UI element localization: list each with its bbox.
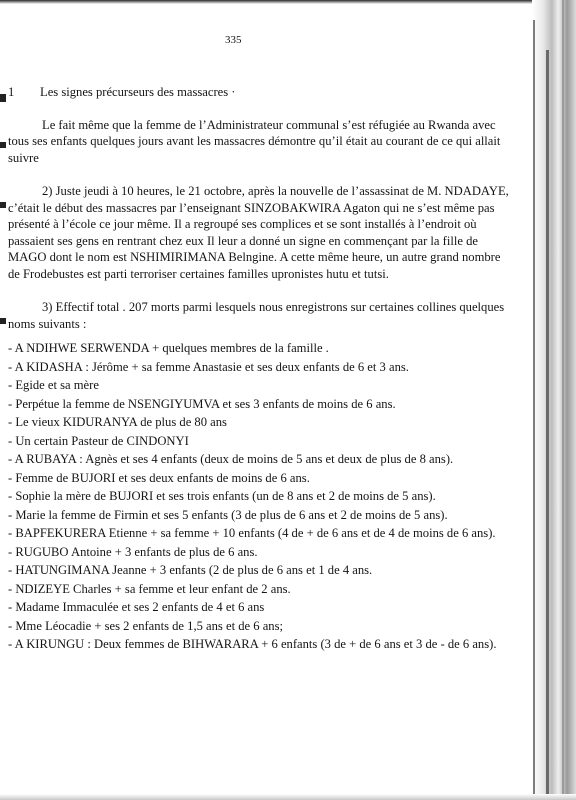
paragraph-2 — [8, 183, 513, 282]
list-item: - A RUBAYA : Agnès et ses 4 enfants (deux de moins de 5 ans et deux de plus de 8 ans). — [8, 452, 454, 466]
list-item: - BAPFEKURERA Etienne + sa femme + 10 enfants (4 de + de 6 ans et de 4 de moins de 6 ans). — [8, 526, 496, 540]
scan-edge-mark — [0, 318, 6, 324]
list-item: - Madame Immaculée et ses 2 enfants de 4 et 6 ans — [8, 600, 265, 614]
list-item: - A NDIHWE SERWENDA + quelques membres de la famille . — [8, 341, 329, 355]
list-item: - RUGUBO Antoine + 3 enfants de plus de 6 ans. — [8, 544, 258, 559]
list-item: - Un certain Pasteur de CINDONYI — [8, 433, 189, 448]
scan-edge-line — [562, 0, 564, 800]
paragraph-1: Le fait même que la femme de l’Administrateur communal s’est réfugiée au Rwanda avec tous ses enfants quelques jours avant les massacres démontre qu’il était au courant de ce qui allait suivre — [8, 117, 501, 165]
scan-shadow-bottom — [0, 794, 576, 800]
list-item: - NDIZEYE Charles + sa femme et leur enfant de 2 ans. — [8, 581, 291, 596]
scan-edge-mark — [0, 94, 6, 102]
scan-shadow-right — [532, 0, 576, 800]
scan-shadow-top — [0, 0, 576, 4]
scan-edge-mark — [0, 142, 6, 148]
list-item: - Le vieux KIDURANYA de plus de 80 ans — [8, 415, 227, 429]
list-item: - Perpétue la femme de NSENGIYUMVA et ses 3 enfants de moins de 6 ans. — [8, 396, 396, 411]
victims-list — [8, 340, 513, 653]
list-item: - HATUNGIMANA Jeanne + 3 enfants (2 de plus de 6 ans et 1 de 4 ans. — [8, 563, 373, 577]
paragraph-marker: 2) — [42, 184, 53, 198]
list-item: - Egide et sa mère — [8, 378, 99, 392]
list-item: - Marie la femme de Firmin et ses 5 enfants (3 de plus de 6 ans et 2 de moins de 5 ans). — [8, 507, 448, 522]
list-item: - Sophie la mère de BUJORI et ses trois enfants (un de 8 ans et 2 de moins de 5 ans). — [8, 489, 436, 503]
paragraph-marker: 3) — [42, 300, 53, 314]
section-title: Les signes précurseurs des massacres · — [40, 85, 236, 99]
paragraph-3 — [8, 299, 513, 332]
scan-edge-line — [546, 50, 549, 800]
page-number: 335 — [225, 34, 242, 46]
paragraph-text: Effectif total . 207 morts parmi lesquels nous enregistrons sur certaines collines quelques noms suivants : — [8, 300, 505, 331]
list-item: - A KIRUNGU : Deux femmes de BIHWARARA + 6 enfants (3 de + de 6 ans et 3 de - de 6 ans). — [8, 637, 497, 651]
scan-edge-line — [533, 20, 535, 800]
section-heading — [8, 84, 513, 101]
list-item: - Femme de BUJORI et ses deux enfants de moins de 6 ans. — [8, 470, 310, 485]
scan-edge-mark — [0, 202, 6, 208]
section-marker: 1 — [8, 85, 15, 99]
list-item: - A KIDASHA : Jérôme + sa femme Anastasie et ses deux enfants de 6 et 3 ans. — [8, 359, 409, 374]
document-body — [8, 84, 513, 655]
paragraph-text: Juste jeudi à 10 heures, le 21 octobre, après la nouvelle de l’assassinat de M. NDADAYE, c’était le début des massacres par l’enseignant SINZOBAKWIRA Agaton qui ne s’est même pas présenté à l’école ce jour même. Il a regroupé ses complices et se sont installés à l’endroit où passaient ses gens en rentrant chez eux Il leur a donné un signe en commençant par la fille de MAGO dont le nom est NSHIMIRIMANA Belngine. A cette même heure, un autre grand nombre de Frodebustes est parti terroriser certaines familles upronistes hutu et tutsi. — [8, 184, 509, 281]
list-item: - Mme Léocadie + ses 2 enfants de 1,5 ans et de 6 ans; — [8, 618, 283, 633]
